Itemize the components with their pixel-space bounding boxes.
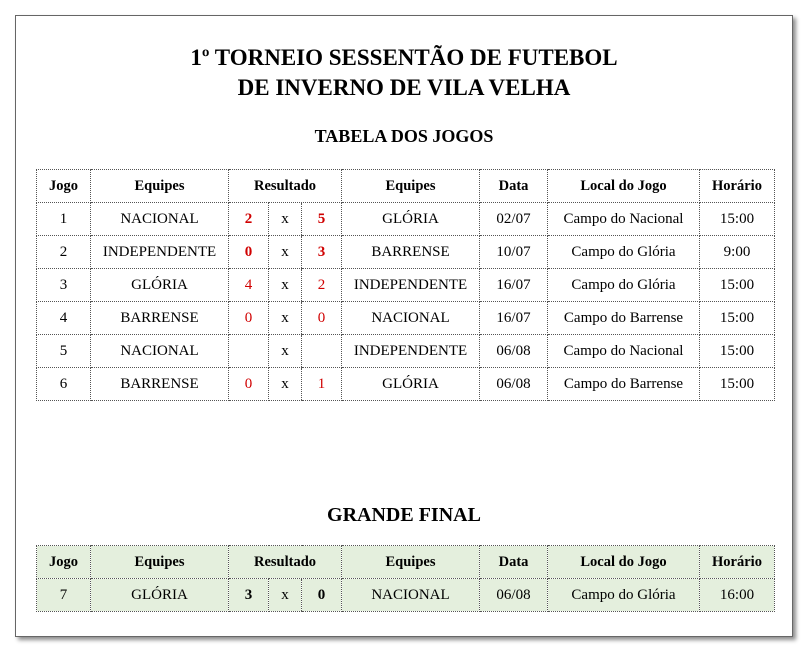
game-date: 16/07 [480,269,548,302]
table-row [37,269,775,302]
score-home: 4 [229,269,269,302]
game-number: 2 [37,236,91,269]
game-local: Campo do Glória [548,236,700,269]
final-header-equipes-home: Equipes [91,546,229,579]
header-equipes-home: Equipes [91,170,229,203]
final-score-x: x [269,579,302,612]
main-title-line2: DE INVERNO DE VILA VELHA [237,75,571,100]
games-table [36,169,775,401]
game-time: 15:00 [700,368,775,401]
game-date: 02/07 [480,203,548,236]
home-team: BARRENSE [91,302,229,335]
game-date: 10/07 [480,236,548,269]
home-team: NACIONAL [91,203,229,236]
game-time: 15:00 [700,269,775,302]
score-away: 2 [302,269,342,302]
score-x: x [269,368,302,401]
game-number: 5 [37,335,91,368]
game-number: 3 [37,269,91,302]
game-number: 1 [37,203,91,236]
header-local: Local do Jogo [548,170,700,203]
header-resultado: Resultado [229,170,342,203]
game-time: 15:00 [700,203,775,236]
header-jogo: Jogo [37,170,91,203]
table-row [37,368,775,401]
away-team: GLÓRIA [342,203,480,236]
final-row [37,579,775,612]
score-away: 5 [302,203,342,236]
final-time: 16:00 [700,579,775,612]
score-x: x [269,269,302,302]
game-number: 4 [37,302,91,335]
final-header-data: Data [480,546,548,579]
game-date: 16/07 [480,302,548,335]
score-home: 2 [229,203,269,236]
game-local: Campo do Glória [548,269,700,302]
final-title: GRANDE FINAL [327,504,481,526]
home-team: GLÓRIA [91,269,229,302]
score-away: 0 [302,302,342,335]
game-local: Campo do Nacional [548,335,700,368]
score-away [302,335,342,368]
game-time: 15:00 [700,302,775,335]
final-header-row [37,546,775,579]
final-jogo: 7 [37,579,91,612]
score-x: x [269,236,302,269]
score-home: 0 [229,302,269,335]
score-x: x [269,203,302,236]
table-row [37,236,775,269]
score-home: 0 [229,236,269,269]
games-header-row [37,170,775,203]
score-away: 3 [302,236,342,269]
header-equipes-away: Equipes [342,170,480,203]
home-team: NACIONAL [91,335,229,368]
final-table [36,545,775,612]
score-x: x [269,302,302,335]
header-horario: Horário [700,170,775,203]
game-date: 06/08 [480,335,548,368]
home-team: BARRENSE [91,368,229,401]
away-team: INDEPENDENTE [342,269,480,302]
table-row [37,203,775,236]
final-score-away: 0 [302,579,342,612]
final-header-jogo: Jogo [37,546,91,579]
document-sheet [15,15,793,637]
final-header-horario: Horário [700,546,775,579]
game-local: Campo do Barrense [548,368,700,401]
games-table-title: TABELA DOS JOGOS [314,126,494,146]
game-number: 6 [37,368,91,401]
final-score-home: 3 [229,579,269,612]
final-local: Campo do Glória [548,579,700,612]
header-data: Data [480,170,548,203]
final-away-team: NACIONAL [342,579,480,612]
game-date: 06/08 [480,368,548,401]
game-time: 9:00 [700,236,775,269]
away-team: BARRENSE [342,236,480,269]
final-header-local: Local do Jogo [548,546,700,579]
score-home: 0 [229,368,269,401]
score-home [229,335,269,368]
score-away: 1 [302,368,342,401]
away-team: INDEPENDENTE [342,335,480,368]
game-local: Campo do Nacional [548,203,700,236]
table-row [37,302,775,335]
away-team: GLÓRIA [342,368,480,401]
main-title-line1: 1º TORNEIO SESSENTÃO DE FUTEBOL [190,45,618,70]
final-date: 06/08 [480,579,548,612]
away-team: NACIONAL [342,302,480,335]
home-team: INDEPENDENTE [91,236,229,269]
final-header-resultado: Resultado [229,546,342,579]
final-header-equipes-away: Equipes [342,546,480,579]
game-local: Campo do Barrense [548,302,700,335]
final-home-team: GLÓRIA [91,579,229,612]
score-x: x [269,335,302,368]
table-row [37,335,775,368]
game-time: 15:00 [700,335,775,368]
